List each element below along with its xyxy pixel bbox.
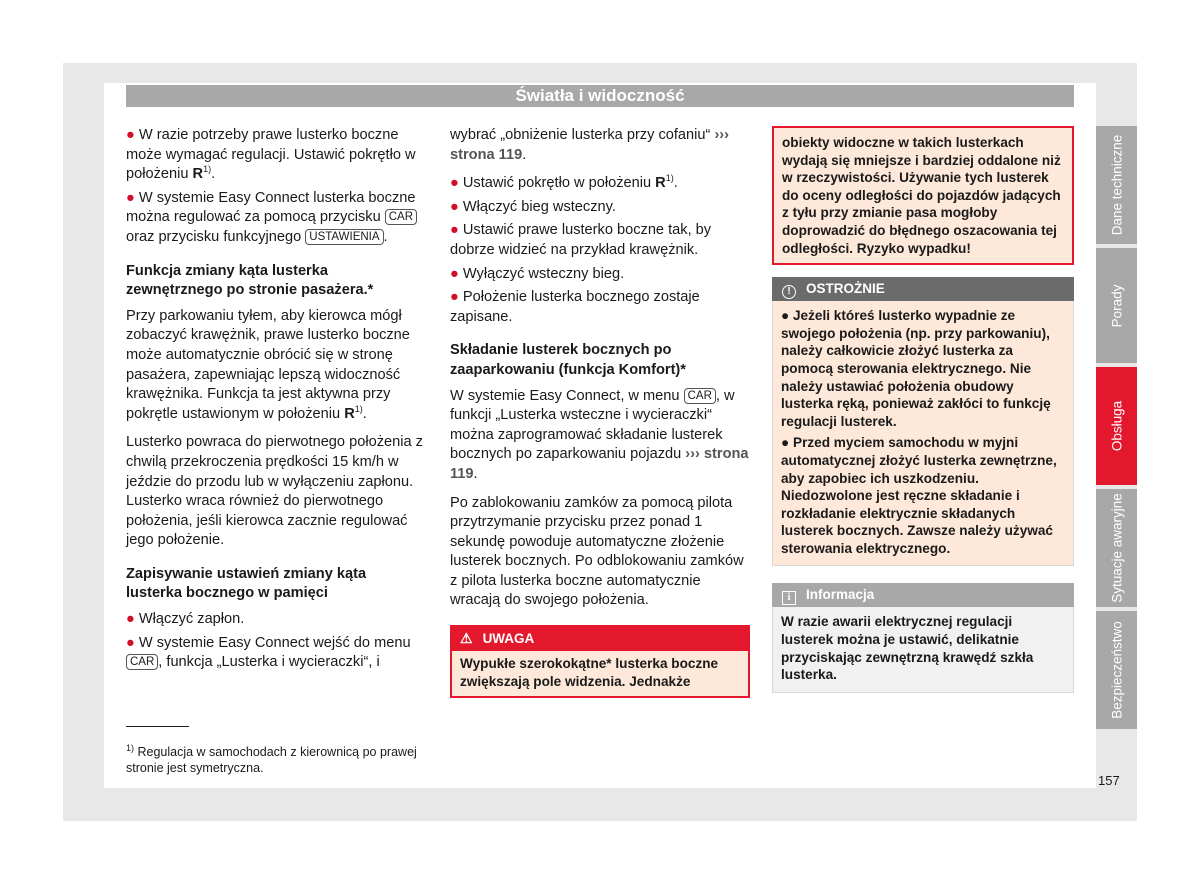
footnote-divider: [126, 726, 189, 727]
list-item: ● Położenie lusterka bocznego zostaje zapisane.: [450, 289, 700, 325]
bullet-icon: ●: [126, 611, 135, 628]
info-icon: i: [782, 591, 796, 605]
page-reference-link[interactable]: ››› strona 119: [450, 446, 749, 482]
bullet-icon: ●: [126, 127, 135, 143]
bullet-icon: ●: [126, 189, 135, 206]
footnote: $^{1)}$ Regulacja w samochodach z kierownicą po prawej stronie jest symetryczna.: [126, 742, 417, 775]
bullet-icon: ●: [126, 634, 135, 651]
section-heading: Składanie lusterek bocznych po zaaparkowaniu (funkcja Komfort)*: [450, 342, 686, 378]
list-item: ● Ustawić pokrętło w położeniu $R^{1)}$.: [450, 173, 678, 192]
caution-body: [772, 301, 1074, 566]
column-2: [450, 126, 750, 698]
paragraph: Po zablokowaniu zamków za pomocą pilota przytrzymanie przycisku przez ponad 1 sekundę powoduje automatyczne złożenie lusterek bocznych. Po odblokowaniu zamków z pilota lusterka boczne automatycznie wracają do swojego położenia.: [450, 494, 744, 609]
car-key-label: CAR: [684, 388, 716, 404]
list-item: ● Wyłączyć wsteczny bieg.: [450, 265, 625, 282]
list-item: ● Ustawić prawe lusterko boczne tak, by dobrze widzieć na przykład krawężnik.: [450, 222, 712, 258]
warning-triangle-icon: ⚠: [460, 630, 473, 647]
bullet-icon: ●: [450, 198, 459, 215]
section-heading: Zapisywanie ustawień zmiany kąta lusterka bocznego w pamięci: [126, 565, 367, 602]
bullet-icon: ●: [450, 222, 459, 239]
warning-text: Wypukłe szerokokątne* lusterka boczne zwiększają pole widzenia. Jednakże: [450, 651, 750, 698]
paragraph: wybrać „obniżenie lusterka przy cofaniu“ ››› strona 119.: [450, 127, 730, 163]
car-key-label: CAR: [385, 209, 417, 225]
page-number: 157: [1098, 773, 1120, 788]
bullet-icon: ●: [450, 289, 459, 306]
caution-item: ● Przed myciem samochodu w myjni automatycznej złożyć lusterka zewnętrzne, aby zapobiec ich uszkodzeniu. Niedozwolone jest ręczne składanie i rozkładanie elektrycznie składanych lusterek bocznych. Zawsze należy używać sterowania elektrycznego.: [781, 435, 1057, 556]
bullet-icon: ●: [450, 265, 459, 282]
info-body: W razie awarii elektrycznej regulacji lusterek można je ustawić, delikatnie przyciskając zewnętrzną krawędź szkła lusterka.: [772, 607, 1074, 692]
list-item: ● Włączyć zapłon.: [126, 611, 245, 628]
side-tab-sytuacje-awaryjne[interactable]: Sytuacje awaryjne: [1096, 489, 1137, 607]
paragraph: Przy parkowaniu tyłem, aby kierowca mógł zobaczyć krawężnik, prawe lusterko boczne może automatycznie obrócić się w stronę pasażera, zapewniając lepszą widoczność krawężnika. Funkcja ta jest aktywna przy pokrętle ustawionym w położeniu $R^{1)}$.: [126, 307, 410, 422]
list-item: ● W systemie Easy Connect lusterka boczne można regulować za pomocą przycisku CAR oraz przycisku funkcyjnego USTAWIENIA .: [126, 189, 416, 245]
column-1: [126, 126, 426, 677]
list-item: ● Włączyć bieg wsteczny.: [450, 198, 616, 215]
caution-header: ! OSTROŻNIE: [772, 277, 1074, 301]
caution-item: ● Jeżeli któreś lusterko wypadnie ze swojego położenia (np. przy parkowaniu), należy całkowicie złożyć lusterka za pomocą sterowania elektrycznego. Nie należy ustawiać położenia obudowy lusterka ręką, ponieważ zakłóci to funkcję regulacji lusterek.: [781, 308, 1051, 429]
side-tab-porady[interactable]: Porady: [1096, 248, 1137, 363]
ustawienia-key-label: USTAWIENIA: [305, 229, 383, 245]
column-3: [772, 126, 1074, 693]
list-item: ● W systemie Easy Connect wejść do menu CAR , funkcja „Lusterka i wycieraczki“, i: [126, 634, 411, 671]
section-heading: Funkcja zmiany kąta lusterka zewnętrznego po stronie pasażera.*: [126, 262, 374, 299]
side-tab-obsluga[interactable]: Obsługa: [1096, 367, 1137, 485]
side-tab-dane-techniczne[interactable]: Dane techniczne: [1096, 126, 1137, 244]
paragraph: Lusterko powraca do pierwotnego położenia z chwilą przekroczenia prędkości 15 km/h w jeździe do przodu lub w wyłączeniu zapłonu. Lusterko wraca również do pierwotnego położenia, jeśli kierowca zacznie regulować jego położenie.: [126, 434, 423, 549]
warning-continuation: obiekty widoczne w takich lusterkach wydają się mniejsze i bardziej oddalone niż w rzeczywistości. Używanie tych lusterek do oceny odległości do pojazdów jadących z tyłu przy zmianie pasa mogłoby doprowadzić do błędnego oszacowania tej odległości. Ryzyko wypadku!: [772, 126, 1074, 265]
info-header: i Informacja: [772, 583, 1074, 607]
warning-box: [450, 625, 750, 698]
list-item: ● W razie potrzeby prawe lusterko boczne może wymagać regulacji. Ustawić pokrętło w położeniu $R^{1)}$.: [126, 127, 416, 183]
exclamation-circle-icon: !: [782, 285, 796, 299]
car-key-label: CAR: [126, 654, 158, 670]
side-tab-bezpieczenstwo[interactable]: Bezpieczeństwo: [1096, 611, 1137, 729]
page-reference-link[interactable]: ››› strona 119: [450, 127, 730, 163]
paragraph: W systemie Easy Connect, w menu CAR , w funkcji „Lusterka wsteczne i wycieraczki“ można zaprogramować składanie lusterek bocznych po zaparkowaniu pojazdu ››› strona 119.: [450, 387, 749, 482]
bullet-icon: ●: [450, 175, 459, 192]
warning-header: ⚠ UWAGA: [450, 625, 750, 651]
page-title: Światła i widoczność: [126, 85, 1074, 107]
